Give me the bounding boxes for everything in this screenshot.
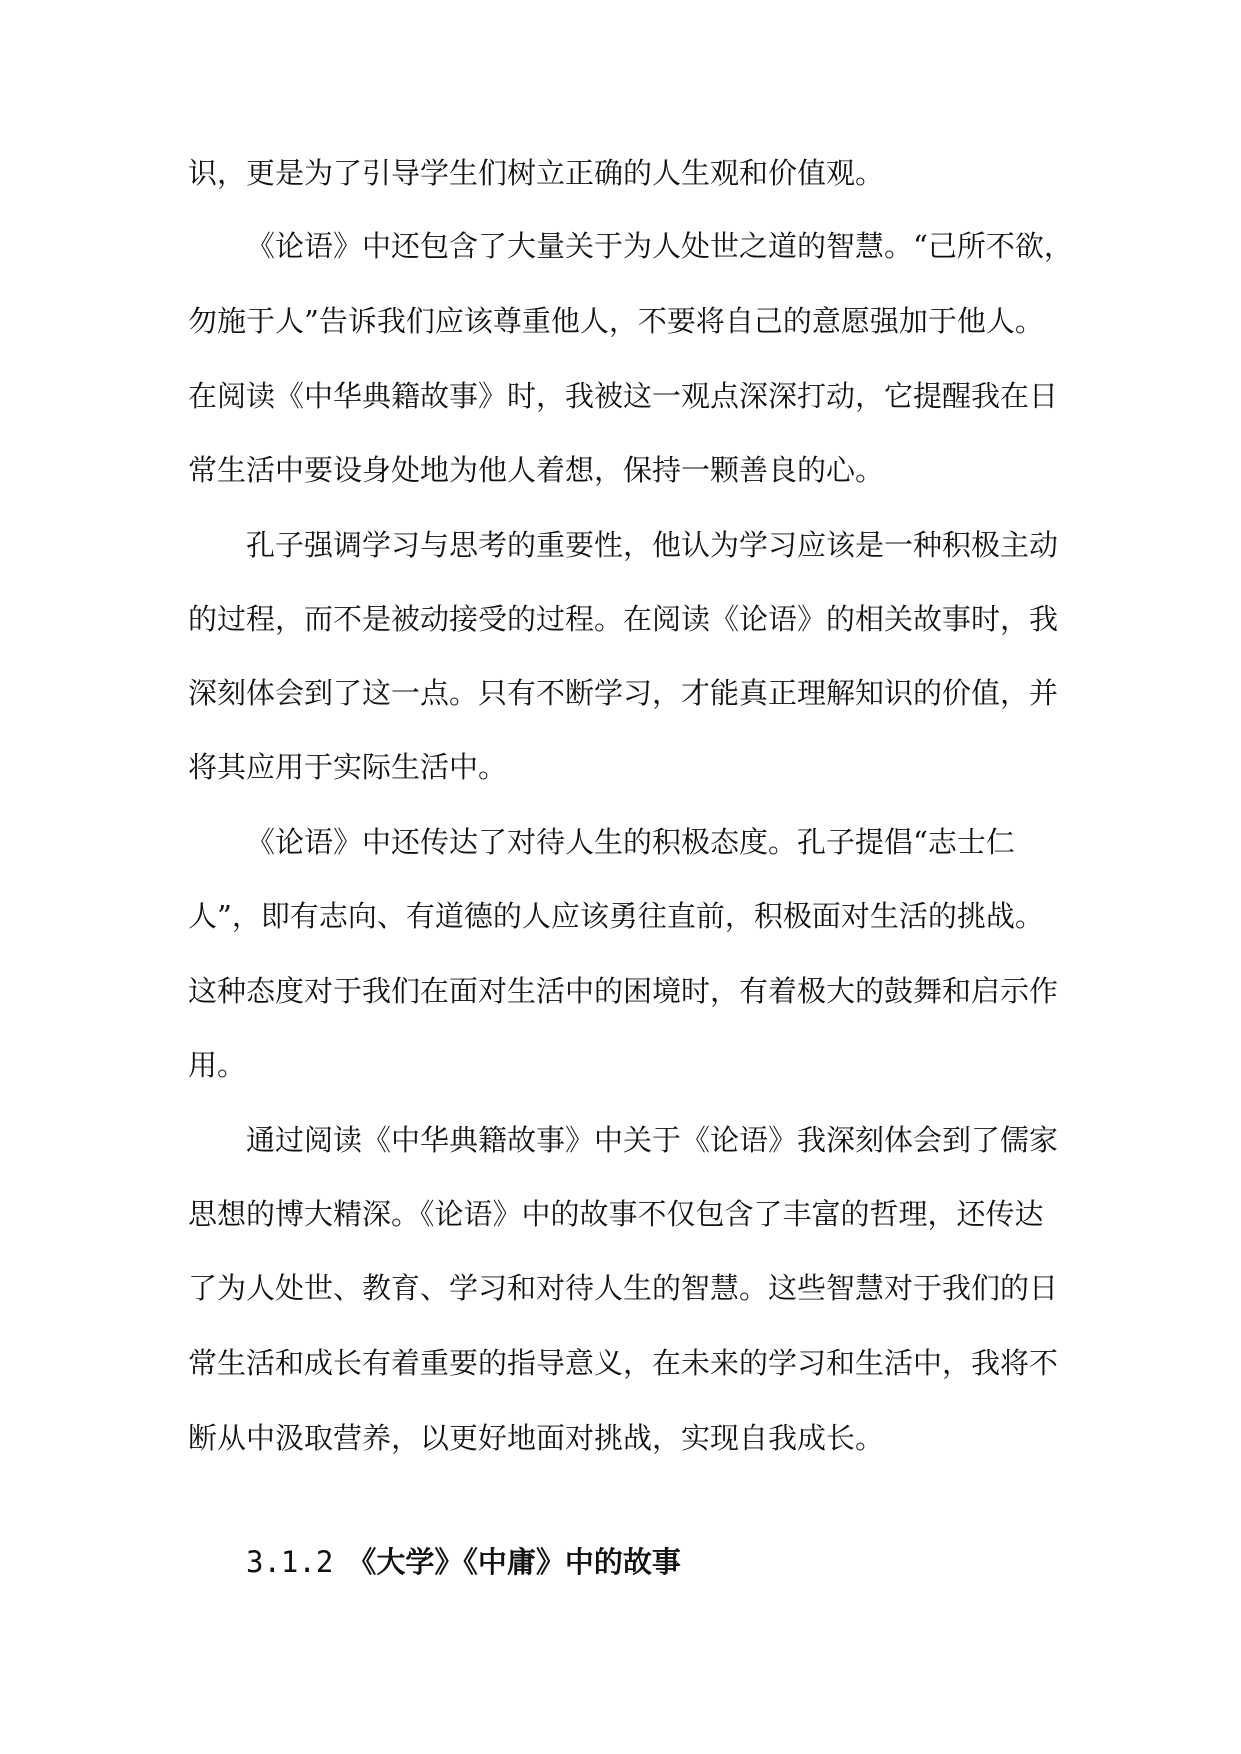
text-line: 孔子强调学习与思考的重要性，他认为学习应该是一种积极主动 bbox=[246, 528, 1059, 562]
text-line: 人”，即有志向、有道德的人应该勇往直前，积极面对生活的挑战。 bbox=[188, 899, 1044, 933]
text-line: 的过程，而不是被动接受的过程。在阅读《论语》的相关故事时，我 bbox=[188, 602, 1059, 636]
text-line: 勿施于人”告诉我们应该尊重他人，不要将自己的意愿强加于他人。 bbox=[188, 304, 1044, 338]
text-line: 这种态度对于我们在面对生活中的困境时，有着极大的鼓舞和启示作 bbox=[188, 974, 1059, 1008]
text-line: 识，更是为了引导学生们树立正确的人生观和价值观。 bbox=[188, 156, 885, 190]
text-line: 《论语》中还传达了对待人生的积极态度。孔子提倡“志士仁 bbox=[246, 825, 1015, 859]
text-line: 通过阅读《中华典籍故事》中关于《论语》我深刻体会到了儒家 bbox=[246, 1123, 1059, 1157]
section-title: 《大学》《中庸》中的故事 bbox=[347, 1545, 681, 1579]
section-heading bbox=[246, 1542, 681, 1582]
text-line: 《论语》中还包含了大量关于为人处世之道的智慧。“己所不欲， bbox=[246, 229, 1073, 263]
text-line: 用。 bbox=[188, 1048, 247, 1082]
text-line: 在阅读《中华典籍故事》时，我被这一观点深深打动，它提醒我在日 bbox=[188, 379, 1059, 413]
text-line: 将其应用于实际生活中。 bbox=[188, 750, 508, 784]
text-line: 常生活和成长有着重要的指导意义，在未来的学习和生活中，我将不 bbox=[188, 1346, 1059, 1380]
section-number: 3.1.2 bbox=[246, 1545, 334, 1579]
text-line: 深刻体会到了这一点。只有不断学习，才能真正理解知识的价值，并 bbox=[188, 676, 1059, 710]
text-line: 了为人处世、教育、学习和对待人生的智慧。这些智慧对于我们的日 bbox=[188, 1271, 1059, 1305]
text-line: 思想的博大精深。《论语》中的故事不仅包含了丰富的哲理，还传达 bbox=[188, 1197, 1044, 1231]
text-line: 断从中汲取营养，以更好地面对挑战，实现自我成长。 bbox=[188, 1421, 885, 1455]
text-line: 常生活中要设身处地为他人着想，保持一颗善良的心。 bbox=[188, 453, 885, 487]
